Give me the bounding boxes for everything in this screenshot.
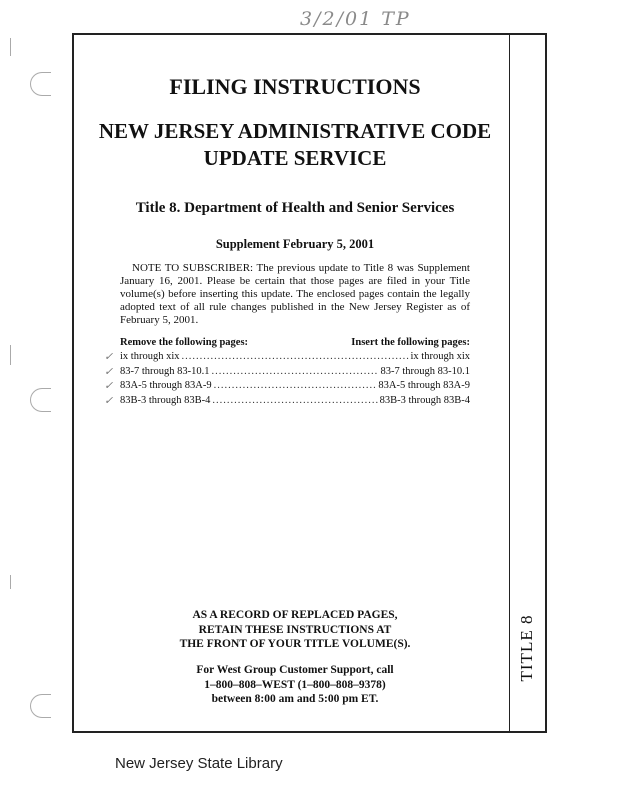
binder-hole-middle bbox=[30, 388, 51, 412]
subtitle bbox=[80, 118, 510, 172]
binder-hole-bottom bbox=[30, 694, 51, 718]
insert-pages: 83A-5 through 83A-9 bbox=[378, 380, 470, 392]
support-phone: 1–800–808–WEST (1–800–808–9378) bbox=[204, 678, 386, 691]
subscriber-note: NOTE TO SUBSCRIBER: The previous update to Title 8 was Supplement January 16, 2001. Please be certain that those pages are filed in your Title volume(s) before inserting this update. The enclosed pages contain the legally adopted text of all rule changes published in the New Jersey Register as of February 5, 2001. bbox=[120, 262, 470, 326]
support-hours: between 8:00 am and 5:00 pm ET. bbox=[211, 693, 379, 705]
page-row bbox=[104, 379, 470, 394]
record-instructions bbox=[80, 608, 510, 652]
dot-leader bbox=[212, 365, 379, 380]
remove-pages: 83-7 through 83-10.1 bbox=[120, 365, 210, 377]
insert-pages: 83B-3 through 83B-4 bbox=[379, 395, 470, 407]
remove-pages: 83A-5 through 83A-9 bbox=[120, 380, 212, 392]
binder-hole-top bbox=[30, 72, 51, 96]
record-line-2: RETAIN THESE INSTRUCTIONS AT bbox=[198, 623, 392, 636]
remove-heading: Remove the following pages: bbox=[120, 337, 249, 348]
page-row bbox=[104, 350, 470, 365]
title-section-heading: Title 8. Department of Health and Senior Services bbox=[135, 200, 455, 216]
support-line-1: For West Group Customer Support, call bbox=[196, 664, 394, 676]
pages-list-header bbox=[120, 337, 470, 348]
margin-mark bbox=[10, 38, 11, 56]
checkmark-icon: ✓ bbox=[104, 351, 114, 363]
customer-support bbox=[80, 663, 510, 707]
subtitle-line-1: NEW JERSEY ADMINISTRATIVE CODE bbox=[98, 119, 492, 143]
insert-pages: 83-7 through 83-10.1 bbox=[380, 365, 470, 377]
supplement-date: Supplement February 5, 2001 bbox=[215, 237, 375, 251]
page-title: FILING INSTRUCTIONS bbox=[169, 74, 421, 99]
dot-leader bbox=[214, 379, 377, 394]
checkmark-icon: ✓ bbox=[104, 380, 114, 393]
page-row bbox=[104, 394, 470, 409]
record-line-3: THE FRONT OF YOUR TITLE VOLUME(S). bbox=[179, 638, 411, 650]
page-row bbox=[104, 365, 470, 380]
insert-pages: ix through xix bbox=[410, 351, 470, 362]
dot-leader bbox=[182, 350, 409, 365]
tab-label-text: TITLE 8 bbox=[517, 614, 536, 682]
remove-pages: ix through xix bbox=[120, 351, 180, 362]
dot-leader bbox=[212, 394, 377, 409]
pages-list bbox=[104, 350, 470, 409]
insert-heading: Insert the following pages: bbox=[351, 337, 470, 348]
library-stamp: New Jersey State Library bbox=[115, 755, 283, 772]
subtitle-line-2: UPDATE SERVICE bbox=[203, 146, 387, 170]
checkmark-icon: ✓ bbox=[104, 365, 114, 378]
record-line-1: AS A RECORD OF REPLACED PAGES, bbox=[192, 609, 398, 621]
handwritten-note: 3/2/01 TP bbox=[300, 8, 411, 30]
margin-mark bbox=[10, 345, 11, 365]
remove-pages: 83B-3 through 83B-4 bbox=[120, 395, 211, 407]
checkmark-icon: ✓ bbox=[104, 395, 114, 408]
margin-mark bbox=[10, 575, 11, 589]
